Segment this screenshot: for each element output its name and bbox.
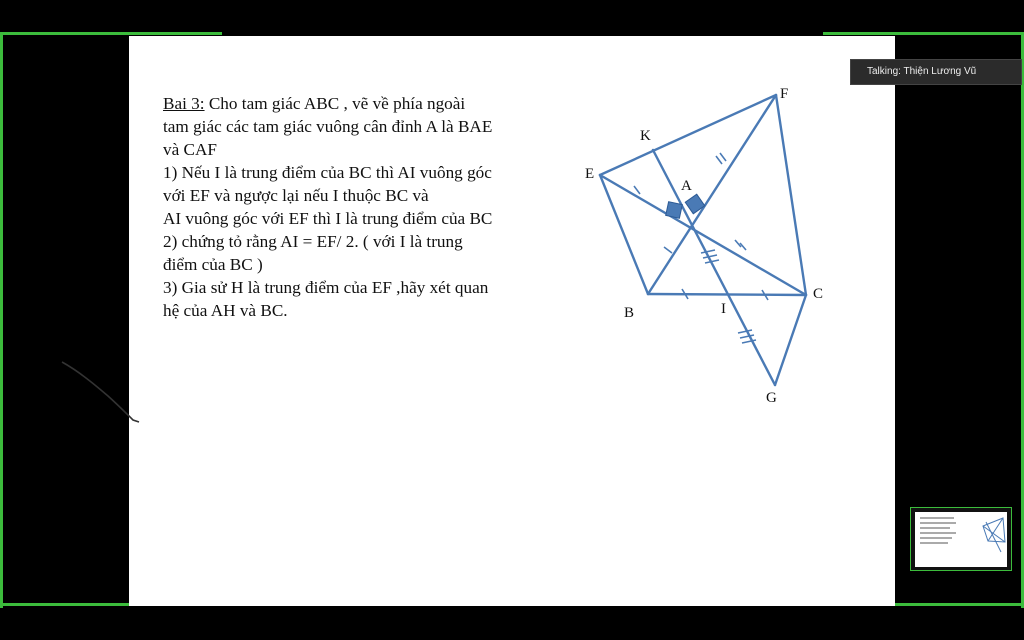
thumb-figure xyxy=(915,512,1007,567)
point-label-I: I xyxy=(721,301,726,317)
self-view-thumbnail[interactable] xyxy=(910,507,1012,571)
talking-indicator: Talking: Thiện Lương Vũ xyxy=(850,59,1022,85)
problem-line-5: với EF và ngược lại nếu I thuộc BC và xyxy=(163,186,429,205)
point-label-G: G xyxy=(766,390,777,406)
problem-line-4: 1) Nếu I là trung điểm của BC thì AI vuông góc xyxy=(163,163,492,182)
point-label-C: C xyxy=(813,286,824,302)
point-label-B: B xyxy=(624,305,635,321)
problem-line-8: điểm của BC ) xyxy=(163,255,263,274)
problem-line-10: hệ của AH và BC. xyxy=(163,301,288,320)
point-label-E: E xyxy=(585,166,595,182)
problem-line-7: 2) chứng tỏ rằng AI = EF/ 2. ( với I là trung xyxy=(163,232,463,251)
point-label-A: A xyxy=(681,178,692,194)
problem-heading: Bai 3: xyxy=(163,94,205,113)
point-label-F: F xyxy=(780,86,789,102)
point-label-K: K xyxy=(640,128,651,144)
problem-line-9: 3) Gia sử H là trung điểm của EF ,hãy xét quan xyxy=(163,278,489,297)
problem-line-1: Bai 3: Cho tam giác ABC , vẽ về phía ngoài xyxy=(163,94,466,113)
problem-line-3: và CAF xyxy=(163,140,217,159)
thumbnail-preview xyxy=(915,512,1007,567)
problem-line-2: tam giác các tam giác vuông cân đỉnh A là BAE xyxy=(163,117,493,136)
problem-line-6: AI vuông góc với EF thì I là trung điểm của BC xyxy=(163,209,493,228)
